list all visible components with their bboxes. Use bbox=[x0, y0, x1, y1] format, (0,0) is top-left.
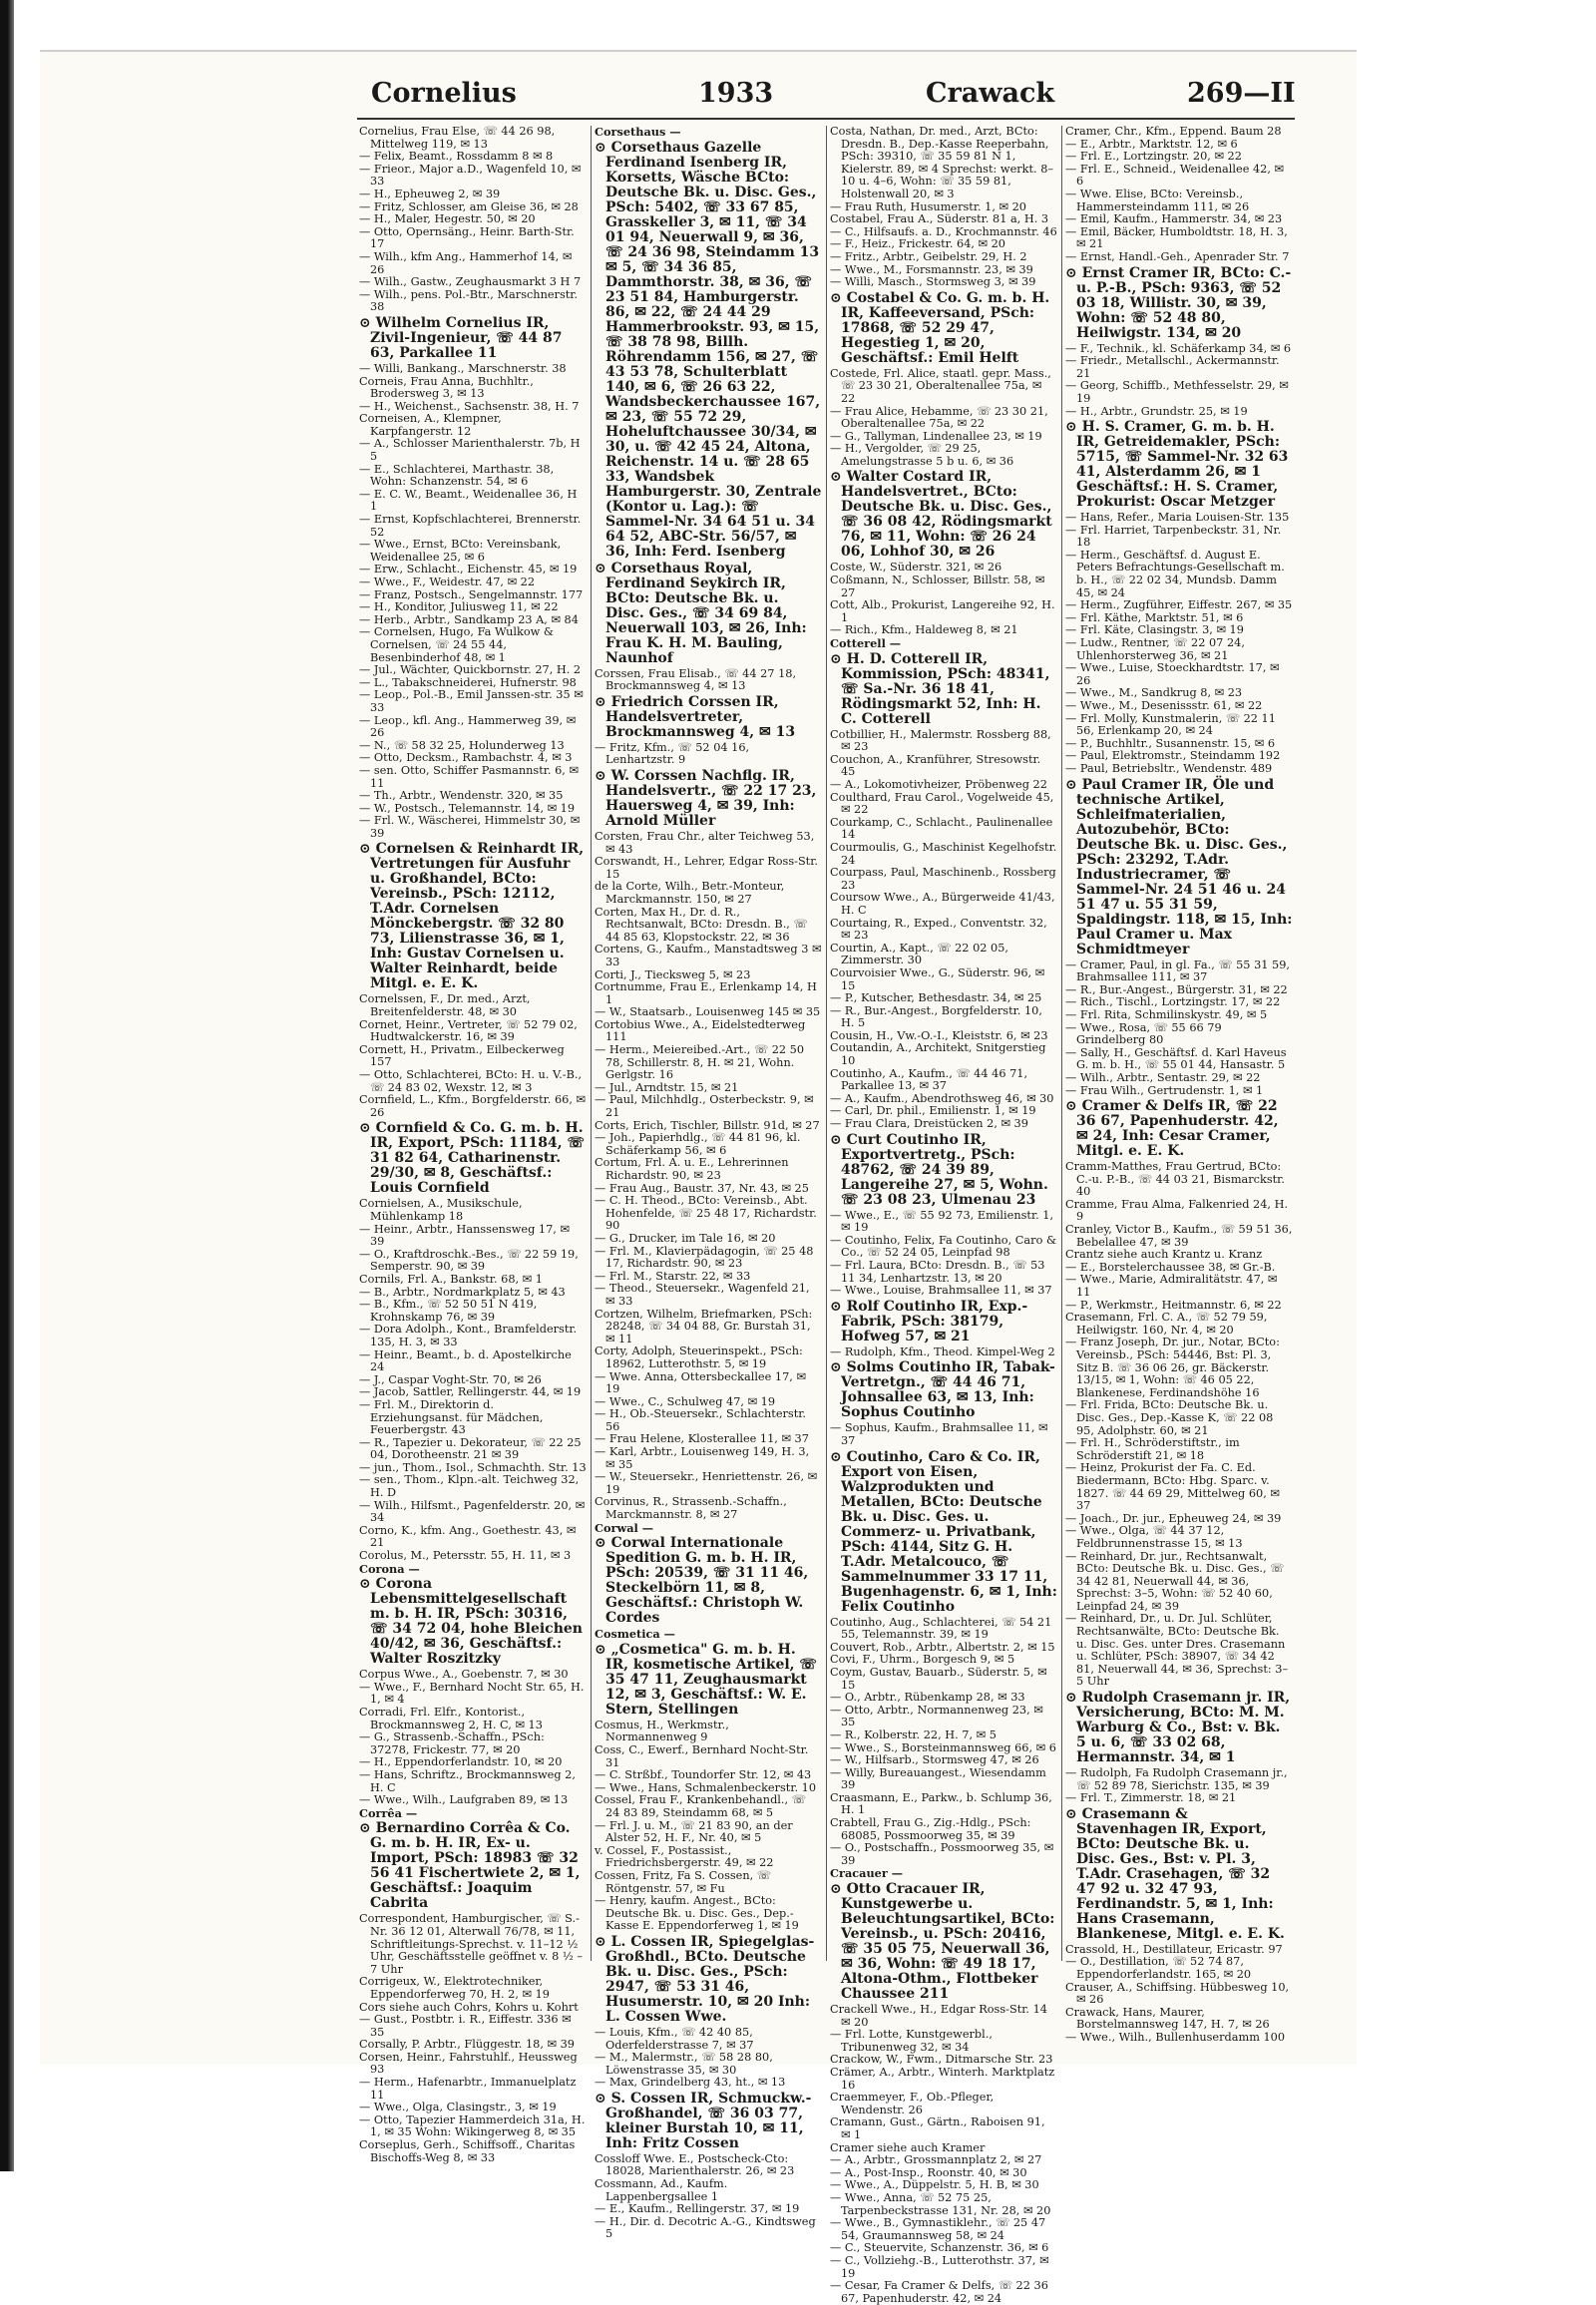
directory-entry: Corten, Max H., Dr. d. R., Rechtsanwalt, BCto: Dresdn. B., ☏ 44 85 63, Klopstockstr. 22, ✉ 36 bbox=[595, 905, 808, 944]
directory-entry: Cors siehe auch Cohrs, Kohrs u. Kohrt bbox=[359, 2000, 579, 2014]
directory-entry: — A., Post-Insp., Roonstr. 40, ✉ 30 bbox=[830, 2165, 1027, 2179]
directory-entry: — Franz, Postsch., Sengelmannstr. 177 bbox=[359, 587, 584, 601]
directory-entry: Cossloff Wwe. E., Postscheck-Cto: 18028, Marienthalerstr. 26, ✉ 23 bbox=[595, 2151, 795, 2178]
directory-entry: Courpass, Paul, Maschinenb., Rossberg 23 bbox=[830, 866, 1056, 892]
directory-entry: — Hans, Schriftz., Brockmannsweg 2, H. C bbox=[359, 1767, 576, 1794]
directory-entry: Cousin, H., Vw.-O.-I., Kleiststr. 6, ✉ 23 bbox=[830, 1028, 1048, 1042]
directory-entry: — Wwe., Luise, Stoeckhardtstr. 17, ✉ 26 bbox=[1065, 661, 1280, 687]
directory-entry: — Cornelsen, Hugo, Fa Wulkow & Cornelsen, ☏ 24 55 44, Besenbinderhof 48, ✉ 1 bbox=[359, 625, 554, 664]
directory-entry: — Herm., Zugführer, Eiffestr. 267, ✉ 35 bbox=[1065, 598, 1293, 612]
directory-entry: — A., Kaufm., Abendrothsweg 46, ✉ 30 bbox=[830, 1091, 1054, 1105]
directory-entry: Corvinus, R., Strassenb.-Schaffn., Marckmannstr. 8, ✉ 27 bbox=[595, 1495, 787, 1522]
directory-entry: — Joach., Dr. jur., Epheuweg 24, ✉ 39 bbox=[1065, 1511, 1282, 1525]
directory-entry: — P., Buchhltr., Susannenstr. 15, ✉ 6 bbox=[1065, 736, 1276, 750]
directory-entry: Cornils, Frl. A., Bankstr. 68, ✉ 1 bbox=[359, 1272, 543, 1286]
directory-entry: — Paul, Betriebsltr., Wendenstr. 489 bbox=[1065, 761, 1273, 775]
directory-entry: — R., Bur.-Angest., Bürgerstr. 31, ✉ 22 bbox=[1065, 982, 1288, 996]
firm-entry: ⊙ Rudolph Crasemann jr. IR, Versicherung, BCto: M. M. Warburg & Co., Bst: v. Bk. 5 u. 6, ☏ 33 02 68, Hermannstr. 34, ✉ 1 bbox=[1065, 1690, 1291, 1766]
directory-entry: — Wwe., Wilh., Laufgraben 89, ✉ 13 bbox=[359, 1793, 569, 1807]
directory-entry: — Friedr., Metallschl., Ackermannstr. 21 bbox=[1065, 354, 1280, 380]
firm-entry: ⊙ Walter Costard IR, Handelsvertret., BCto: Deutsche Bk. u. Disc. Ges., ☏ 36 08 42, Rödingsmarkt 76, ✉ 11, Wohn: ☏ 26 24 06, Lohhof 30, ✉ 26 bbox=[830, 469, 1052, 561]
directory-entry: — Paul, Milchhdlg., Osterbeckstr. 9, ✉ 21 bbox=[595, 1093, 814, 1120]
directory-entry: — W., Postsch., Telemannstr. 14, ✉ 19 bbox=[359, 801, 576, 815]
directory-entry: — H., Arbtr., Grundstr. 25, ✉ 19 bbox=[1065, 404, 1248, 418]
header-page-number: 269—II bbox=[1187, 78, 1296, 109]
directory-entry: — Wwe., Hans, Schmalenbeckerstr. 10 bbox=[595, 1780, 817, 1794]
directory-entry: Couchon, A., Kranführer, Stresowstr. 45 bbox=[830, 752, 1041, 779]
directory-entry: — P., Kutscher, Bethesdastr. 34, ✉ 25 bbox=[830, 991, 1042, 1005]
directory-entry: Cornielsen, A., Musikschule, Mühlenkamp 18 bbox=[359, 1197, 523, 1223]
directory-entry: — Rudolph, Fa Rudolph Crasemann jr., ☏ 52 89 78, Sierichstr. 135, ✉ 39 bbox=[1065, 1766, 1288, 1792]
directory-entry: — R., Bur.-Angest., Borgfelderstr. 10, H. 5 bbox=[830, 1003, 1042, 1030]
header-rule bbox=[357, 118, 1295, 120]
directory-entry: Couvert, Rob., Arbtr., Albertstr. 2, ✉ 15 bbox=[830, 1640, 1055, 1654]
directory-entry: — Otto, Tapezier Hammerdeich 31a, H. 1, ✉ 35 Wohn: Wikingerweg 8, ✉ 35 bbox=[359, 2113, 586, 2139]
directory-entry: — Willy, Bureauangest., Wiesendamm 39 bbox=[830, 1765, 1046, 1792]
firm-entry: ⊙ S. Cossen IR, Schmuckw.-Großhandel, ☏ 36 03 77, kleiner Burstah 10, ✉ 11, Inh: Fritz Cossen bbox=[595, 2090, 812, 2151]
directory-entry: — H., Ob.-Steuersekr., Schlachterstr. 56 bbox=[595, 1407, 807, 1433]
directory-entry: — Otto, Arbtr., Normannenweg 23, ✉ 35 bbox=[830, 1703, 1043, 1729]
directory-entry: — Frl. Käte, Clasingstr. 3, ✉ 19 bbox=[1065, 623, 1244, 637]
directory-entry: Cramer siehe auch Kramer bbox=[830, 2140, 986, 2154]
directory-entry: Corsten, Frau Chr., alter Teichweg 53, ✉ 43 bbox=[595, 829, 815, 856]
firm-entry: ⊙ Crasemann & Stavenhagen IR, Export, BCto: Deutsche Bk. u. Disc. Ges., Bst: v. Pl. 3, T.Adr. Crasehagen, ☏ 32 47 92 u. 32 47 93, Ferdinandstr. 5, ✉ 1, Inh: Hans Crasemann, Blankenese, Mitgl. e. E. K. bbox=[1065, 1805, 1285, 1942]
directory-entry: — H., Epheuweg 2, ✉ 39 bbox=[359, 187, 501, 200]
directory-entry: — Heinr., Beamt., b. d. Apostelkirche 24 bbox=[359, 1347, 572, 1374]
directory-entry: Crantz siehe auch Krantz u. Kranz bbox=[1065, 1248, 1263, 1262]
directory-entry: — Hans, Refer., Maria Louisen-Str. 135 bbox=[1065, 511, 1290, 525]
section-heading: Corona — bbox=[359, 1561, 420, 1576]
directory-entry: — Wwe., S., Borsteinmannsweg 66, ✉ 6 bbox=[830, 1740, 1056, 1754]
header-last-name: Crawack bbox=[926, 78, 1055, 109]
directory-entry: — Georg, Schiffb., Methfesselstr. 29, ✉ 19 bbox=[1065, 379, 1289, 405]
directory-entry: Cornett, H., Privatm., Eilbeckerweg 157 bbox=[359, 1042, 565, 1069]
directory-entry: — H., Vergolder, ☏ 29 25, Amelungstrasse 5 b u. 6, ✉ 36 bbox=[830, 442, 1014, 468]
directory-entry: — G., Strassenb.-Schaffn., PSch: 37278, Frickestr. 77, ✉ 20 bbox=[359, 1730, 545, 1756]
directory-entry: — Emil, Bäcker, Humboldtstr. 18, H. 3, ✉ 21 bbox=[1065, 224, 1288, 251]
firm-entry: ⊙ Curt Coutinho IR, Exportvertretg., PSch: 48762, ☏ 24 39 89, Langereihe 27, ✉ 5, Wohn. ☏ 23 08 23, Ulmenau 23 bbox=[830, 1131, 1048, 1208]
directory-entry: Corno, K., kfm. Ang., Goethestr. 43, ✉ 21 bbox=[359, 1523, 577, 1550]
directory-entry: — Wwe., M., Forsmannstr. 23, ✉ 39 bbox=[830, 262, 1033, 276]
directory-entry: — B., Kfm., ☏ 52 50 51 N 419, Krohnskamp 76, ✉ 39 bbox=[359, 1298, 538, 1324]
directory-entry: — H., Konditor, Juliusweg 11, ✉ 22 bbox=[359, 600, 559, 614]
firm-entry: ⊙ Cornelsen & Reinhardt IR, Vertretungen für Ausfuhr u. Großhandel, BCto: Vereinsb., PSch: 12112, T.Adr. Cornelsen Mönckebergstr. ☏ 32 80 73, Lilienstrasse 36, ✉ 1, Inh: Gustav Cornelsen u. Walter Reinhardt, beide Mitgl. e. E. K. bbox=[359, 841, 585, 992]
directory-entry: de la Corte, Wilh., Betr.-Monteur, Marckmannstr. 150, ✉ 27 bbox=[595, 880, 785, 906]
directory-entry: — Wilh., Arbtr., Sentastr. 29, ✉ 22 bbox=[1065, 1070, 1261, 1084]
directory-entry: — W., Staatsarb., Louisenweg 145 ✉ 35 bbox=[595, 1005, 821, 1019]
directory-entry: — Wwe., Rosa, ☏ 55 66 79 Grindelberg 80 bbox=[1065, 1020, 1222, 1047]
directory-entry: — H., Weichenst., Sachsenstr. 38, H. 7 bbox=[359, 399, 580, 413]
directory-entry: — Paul, Elektromstr., Steindamm 192 bbox=[1065, 749, 1281, 763]
directory-entry: — Frau Alice, Hebamme, ☏ 23 30 21, Oberaltenallee 75a, ✉ 22 bbox=[830, 404, 1048, 431]
directory-entry: — Frl. M., Klavierpädagogin, ☏ 25 48 17, Richardstr. 90, ✉ 23 bbox=[595, 1244, 814, 1271]
directory-entry: — C. H. Theod., BCto: Vereinsb., Abt. Hohenfelde, ☏ 25 48 17, Richardstr. 90 bbox=[595, 1194, 817, 1233]
directory-entry: — Herm., Meiereibed.-Art., ☏ 22 50 78, Schillerstr. 8, H. ✉ 21, Wohn. Gerlgstr. 16 bbox=[595, 1043, 805, 1082]
directory-entry: — B., Arbtr., Nordmarkplatz 5, ✉ 43 bbox=[359, 1285, 566, 1299]
directory-entry: — Henry, kaufm. Angest., BCto: Deutsche Bk. u. Disc. Ges., Dep.-Kasse E. Eppendorferweg 1, ✉ 19 bbox=[595, 1894, 799, 1933]
firm-entry: ⊙ Corsethaus Gazelle Ferdinand Isenberg IR, Korsetts, Wäsche BCto: Deutsche Bk. u. Disc. Ges., PSch: 5402, ☏ 33 67 85, Grasskeller 3, ✉ 11, ☏ 34 01 94, Neuerwall 9, ✉ 36, ☏ 24 36 98, Steindamm 13 ✉ 5, ☏ 34 36 85, Dammthorstr. 38, ✉ 36, ☏ 23 51 84, Hamburgerstr. 86, ✉ 22, ☏ 24 44 29 Hammerbrookstr. 93, ✉ 15, ☏ 38 78 98, Billh. Röhrendamm 156, ✉ 27, ☏ 43 53 78, Schulterblatt 140, ✉ 6, ☏ 26 63 22, Wandsbeckerchaussee 167, ✉ 23, ☏ 55 72 29, Hoheluftchaussee 30/34, ✉ 30, u. ☏ 42 45 24, Altona, Reichenstr. 14 u. ☏ 28 65 33, Wandsbek Hamburgerstr. 30, Zentrale (Kontor u. Lag.): ☏ Sammel-Nr. 34 64 51 u. 34 64 52, ABC-Str. 56/57, ✉ 36, Inh: Ferd. Isenberg bbox=[595, 139, 822, 560]
directory-entry: — C., Hilfsaufs. a. D., Krochmannstr. 46 bbox=[830, 224, 1057, 238]
directory-entry: — Joh., Papierhdlg., ☏ 44 81 96, kl. Schäferkamp 56, ✉ 6 bbox=[595, 1131, 801, 1157]
directory-entry: Cramann, Gust., Gärtn., Raboisen 91, ✉ 1 bbox=[830, 2115, 1045, 2141]
directory-entry: — Frl. Rita, Schmilinskystr. 49, ✉ 5 bbox=[1065, 1007, 1268, 1021]
directory-entry: — J., Caspar Voght-Str. 70, ✉ 26 bbox=[359, 1372, 542, 1386]
directory-entry: — Ernst, Handl.-Geh., Apenrader Str. 7 bbox=[1065, 249, 1290, 263]
directory-entry: — Wwe., Marie, Admiralitätstr. 47, ✉ 11 bbox=[1065, 1273, 1278, 1300]
directory-entry: — Otto, Decksm., Rambachstr. 4, ✉ 3 bbox=[359, 751, 573, 765]
scan-edge bbox=[0, 0, 14, 2171]
directory-entry: Costede, Frl. Alice, staatl. gepr. Mass., ☏ 23 30 21, Oberaltenallee 75a, ✉ 22 bbox=[830, 366, 1051, 405]
column-4 bbox=[1065, 125, 1293, 2044]
directory-entry: — Wilh., kfm Ang., Hammerhof 14, ✉ 26 bbox=[359, 249, 573, 276]
directory-entry: Cossen, Fritz, Fa S. Cossen, ☏ Röntgenstr. 57, ✉ Fu bbox=[595, 1868, 771, 1895]
directory-entry: Cortum, Frl. A. u. E., Lehrerinnen Richardstr. 90, ✉ 23 bbox=[595, 1156, 789, 1182]
directory-entry: Corssen, Frau Elisab., ☏ 44 27 18, Brockmannsweg 4, ✉ 13 bbox=[595, 666, 797, 693]
firm-entry: ⊙ Cornfield & Co. G. m. b. H. IR, Export, PSch: 11184, ☏ 31 82 64, Catharinenstr. 29/30, ✉ 8, Geschäftsf.: Louis Cornfield bbox=[359, 1120, 586, 1197]
directory-entry: — Frl. E., Lortzingstr. 20, ✉ 22 bbox=[1065, 150, 1242, 164]
directory-entry: — R., Tapezier u. Dekorateur, ☏ 22 25 04, Dorotheenstr. 21 ✉ 39 bbox=[359, 1435, 582, 1462]
directory-entry: — Frl. H., Schröderstiftstr., im Schröderstift 21, ✉ 18 bbox=[1065, 1436, 1240, 1462]
directory-entry: — Willi, Bankang., Marschnerstr. 38 bbox=[359, 361, 567, 375]
directory-entry: Courmoulis, G., Maschinist Kegelhofstr. 24 bbox=[830, 840, 1057, 867]
directory-entry: — Wwe., Olga, ☏ 44 37 12, Feldbrunnenstrasse 15, ✉ 13 bbox=[1065, 1524, 1243, 1550]
directory-entry: Cornfield, L., Kfm., Borgfelderstr. 66, ✉ 26 bbox=[359, 1093, 586, 1119]
directory-entry: Corsen, Heinr., Fahrstuhlf., Heussweg 93 bbox=[359, 2050, 578, 2077]
firm-entry: ⊙ W. Corssen Nachflg. IR, Handelsvertr., ☏ 22 17 23, Hauersweg 4, ✉ 39, Inh: Arnold Müller bbox=[595, 767, 817, 829]
directory-entry: — C., Steuervite, Schanzenstr. 36, ✉ 6 bbox=[830, 2241, 1049, 2255]
directory-entry: — Wwe., Anna, ☏ 52 75 25, Tarpenbeckstrasse 131, Nr. 28, ✉ 20 bbox=[830, 2190, 1051, 2217]
directory-entry: — Louis, Kfm., ☏ 42 40 85, Oderfelderstrasse 7, ✉ 37 bbox=[595, 2025, 754, 2052]
directory-entry: — Reinhard, Dr. jur., Rechtsanwalt, BCto: Deutsche Bk. u. Disc. Ges., ☏ 34 42 81, Neuerwall 44, ✉ 36, Sprechst: 3–5, Wohn: ☏ 52 40 60, Leinpfad 24, ✉ 39 bbox=[1065, 1549, 1285, 1613]
directory-entry: — Theod., Steuersekr., Wagenfeld 21, ✉ 33 bbox=[595, 1282, 810, 1308]
directory-entry: — Leop., Pol.-B., Emil Janssen-str. 35 ✉ 33 bbox=[359, 688, 584, 714]
directory-entry: — Otto, Schlachterei, BCto: H. u. V.-B., ☏ 24 83 02, Wexstr. 12, ✉ 3 bbox=[359, 1068, 583, 1094]
directory-entry: — Wwe., Olga, Clasingstr., 3, ✉ 19 bbox=[359, 2101, 557, 2114]
section-heading: Corrêa — bbox=[359, 1805, 418, 1820]
directory-entry: Costa, Nathan, Dr. med., Arzt, BCto: Dresdn. B., Dep.-Kasse Reeperbahn, PSch: 39310, ☏ 35 59 81 N 1, Kielerstr. 89, ✉ 4 Sprechst: werkt. 8–10 u. 4–6, Wohn: ☏ 35 59 81, Holstenwall 20, ✉ 3 bbox=[830, 125, 1054, 200]
directory-entry: Cossmann, Ad., Kaufm. Lappenbergsallee 1 bbox=[595, 2177, 728, 2203]
directory-entry: — Wwe., M., Sandkrug 8, ✉ 23 bbox=[1065, 686, 1243, 700]
directory-entry: — E., Schlachterei, Marthastr. 38, Wohn: Schanzenstr. 54, ✉ 6 bbox=[359, 462, 555, 489]
firm-entry: ⊙ H. S. Cramer, G. m. b. H. IR, Getreidemakler, PSch: 5715, ☏ Sammel-Nr. 32 63 41, Alsterdamm 26, ✉ 1 Geschäftsf.: H. S. Cramer, Prokurist: Oscar Metzger bbox=[1065, 419, 1289, 511]
directory-entry: — H., Eppendorferlandstr. 10, ✉ 20 bbox=[359, 1755, 563, 1769]
directory-entry: Cramm-Matthes, Frau Gertrud, BCto: C.-u. P.-B., ☏ 44 03 21, Bismarckstr. 40 bbox=[1065, 1160, 1285, 1199]
directory-entry: — H., Maler, Hegestr. 50, ✉ 20 bbox=[359, 212, 536, 226]
directory-entry: — O., Postschaffn., Possmoorweg 35, ✉ 39 bbox=[830, 1841, 1054, 1867]
directory-entry: — Herm., Geschäftsf. d. August E. Peters Befrachtungs-Gesellschaft m. b. H., ☏ 22 02 34, Mundsb. Damm 45, ✉ 24 bbox=[1065, 548, 1285, 599]
directory-entry: Correspondent, Hamburgischer, ☏ S.-Nr. 36 12 01, Alterwall 76/78, ✉ 11, Schriftleitungs-Sprechst. v. 11–12 ½ Uhr, Geschäftsstelle geöffnet v. 8 ½ – 7 Uhr bbox=[359, 1912, 584, 1976]
directory-entry: Crackow, W., Fwm., Ditmarsche Str. 23 bbox=[830, 2053, 1053, 2067]
directory-entry: Corrigeux, W., Elektrotechniker, Eppendorferweg 70, H. 2, ✉ 19 bbox=[359, 1975, 550, 2001]
directory-entry: — Frl. Harriet, Tarpenbeckstr. 31, Nr. 18 bbox=[1065, 523, 1282, 550]
directory-entry: Courvoisier Wwe., G., Süderstr. 96, ✉ 15 bbox=[830, 965, 1045, 992]
directory-entry: Coutinho, A., Kaufm., ☏ 44 46 71, Parkallee 13, ✉ 37 bbox=[830, 1066, 1028, 1093]
directory-entry: — N., ☏ 58 32 25, Holunderweg 13 bbox=[359, 738, 565, 752]
directory-entry: Courtaing, R., Exped., Conventstr. 32, ✉ 23 bbox=[830, 916, 1047, 943]
directory-entry: — Herb., Arbtr., Sandkamp 23 A, ✉ 84 bbox=[359, 612, 579, 626]
firm-entry: ⊙ H. D. Cotterell IR, Kommission, PSch: 48341, ☏ Sa.-Nr. 36 18 41, Rödingsmarkt 52, Inh: H. C. Cotterell bbox=[830, 650, 1050, 727]
firm-entry: ⊙ L. Cossen IR, Spiegelglas-Großhdl., BCto. Deutsche Bk. u. Disc. Ges., PSch: 2947, ☏ 53 31 46, Husumerstr. 10, ✉ 20 Inh: L. Cossen Wwe. bbox=[595, 1933, 815, 2025]
directory-entry: — Frl. Laura, BCto: Dresdn. B., ☏ 53 11 34, Lenhartzstr. 13, ✉ 20 bbox=[830, 1259, 1045, 1285]
directory-entry: — Wwe., E., ☏ 55 92 73, Emilienstr. 1, ✉ 19 bbox=[830, 1208, 1054, 1235]
directory-entry: Coßmann, N., Schlosser, Billstr. 58, ✉ 27 bbox=[830, 574, 1045, 599]
directory-entry: — Rich., Kfm., Haldeweg 8, ✉ 21 bbox=[830, 623, 1018, 637]
section-heading: Corwal — bbox=[595, 1520, 654, 1535]
directory-entry: Corti, J., Tiecksweg 5, ✉ 23 bbox=[595, 967, 751, 981]
directory-entry: Coutandin, A., Architekt, Snitgerstieg 10 bbox=[830, 1041, 1046, 1068]
column-3 bbox=[830, 125, 1057, 2305]
directory-entry: — Jul., Arndtstr. 15, ✉ 21 bbox=[595, 1080, 739, 1094]
directory-entry: — E., Borstelerchaussee 38, ✉ Gr.-B. bbox=[1065, 1260, 1276, 1274]
firm-entry: ⊙ Corsethaus Royal, Ferdinand Seykirch IR, BCto: Deutsche Bk. u. Disc. Ges., ☏ 34 69 84, Neuerwall 103, ✉ 26, Inh: Frau K. H. M. Bauling, Naunhof bbox=[595, 560, 807, 666]
directory-columns bbox=[359, 125, 1297, 2305]
directory-entry: — Heinz, Prokurist der Fa. C. Ed. Biedermann, BCto: Hbg. Sparc. v. 1827. ☏ 44 69 29, Mittelweg 60, ✉ 37 bbox=[1065, 1461, 1280, 1513]
directory-entry: — Fritz., Arbtr., Geibelstr. 29, H. 2 bbox=[830, 249, 1027, 263]
section-heading: Cracauer — bbox=[830, 1866, 904, 1881]
directory-entry: — Frau Ruth, Husumerstr. 1, ✉ 20 bbox=[830, 199, 1026, 213]
directory-entry: Cortnumme, Frau E., Erlenkamp 14, H 1 bbox=[595, 980, 817, 1006]
column-1 bbox=[359, 125, 587, 2164]
directory-entry: — Rudolph, Kfm., Theod. Kimpel-Weg 2 bbox=[830, 1345, 1055, 1358]
directory-entry: — Frieor., Major a.D., Wagenfeld 10, ✉ 33 bbox=[359, 162, 582, 189]
directory-entry: Cossel, Frau F., Krankenbehandl., ☏ 24 83 89, Steindamm 68, ✉ 5 bbox=[595, 1793, 806, 1819]
directory-entry: — sen. Otto, Schiffer Pasmannstr. 6, ✉ 11 bbox=[359, 763, 579, 790]
directory-entry: — O., Arbtr., Rübenkamp 28, ✉ 33 bbox=[830, 1691, 1025, 1705]
directory-entry: Coulthard, Frau Carol., Vogelweide 45, ✉ 22 bbox=[830, 790, 1054, 817]
directory-entry: Crämer, A., Arbtr., Winterh. Marktplatz 16 bbox=[830, 2066, 1055, 2092]
directory-entry: — Dora Adolph., Kont., Bramfelderstr. 135, H. 3, ✉ 33 bbox=[359, 1323, 578, 1348]
directory-entry: — Leop., kfl. Ang., Hammerweg 39, ✉ 26 bbox=[359, 713, 577, 740]
directory-entry: v. Cossel, F., Postassist., Friedrichsbergerstr. 49, ✉ 22 bbox=[595, 1843, 774, 1870]
directory-entry: — W., Steuersekr., Henriettenstr. 26, ✉ 19 bbox=[595, 1470, 818, 1496]
directory-entry: — Frl. Molly, Kunstmalerin, ☏ 22 11 56, Erlenkamp 20, ✉ 24 bbox=[1065, 711, 1276, 738]
directory-entry: Cornet, Heinr., Vertreter, ☏ 52 79 02, Hudtwalckerstr. 16, ✉ 39 bbox=[359, 1017, 578, 1044]
directory-entry: — C. Strßbf., Toundorfer Str. 12, ✉ 43 bbox=[595, 1768, 812, 1782]
directory-entry: — Jul., Wächter, Quickbornstr. 27, H. 2 bbox=[359, 663, 582, 677]
directory-entry: Corty, Adolph, Steuerinspekt., PSch: 18962, Lutterothstr. 5, ✉ 19 bbox=[595, 1345, 803, 1370]
directory-entry: Crawack, Hans, Maurer, Borstelmannsweg 147, H. 7, ✉ 26 bbox=[1065, 2005, 1270, 2032]
directory-entry: Cramer, Chr., Kfm., Eppend. Baum 28 bbox=[1065, 125, 1282, 138]
directory-entry: — H., Dir. d. Decotric A.-G., Kindtsweg 5 bbox=[595, 2214, 816, 2241]
directory-entry: — sen., Thom., Klpn.-alt. Teichweg 32, H. D bbox=[359, 1473, 580, 1500]
page-header bbox=[329, 78, 1307, 118]
column-divider bbox=[591, 126, 592, 1961]
directory-entry: — Rich., Tischl., Lortzingstr. 17, ✉ 22 bbox=[1065, 995, 1281, 1009]
firm-entry: ⊙ „Cosmetica" G. m. b. H. IR, kosmetische Artikel, ☏ 35 47 11, Zeughausmarkt 12, ✉ 3, Geschäftsf.: W. E. Stern, Stellingen bbox=[595, 1641, 817, 1718]
directory-entry: — Herm., Hafenarbtr., Immanuelplatz 11 bbox=[359, 2076, 577, 2102]
firm-entry: ⊙ Corwal Internationale Spedition G. m. b. H. IR, PSch: 20539, ☏ 31 11 46, Steckelbörn 11, ✉ 8, Geschäftsf.: Christoph W. Cordes bbox=[595, 1535, 809, 1627]
directory-entry: — Frl. W., Wäscherei, Himmelstr 30, ✉ 39 bbox=[359, 814, 581, 840]
directory-entry: — Willi, Masch., Stormsweg 3, ✉ 39 bbox=[830, 275, 1036, 289]
directory-entry: — Max, Grindelberg 43, ht., ✉ 13 bbox=[595, 2076, 786, 2090]
directory-entry: — Frl. J. u. M., ☏ 21 83 90, an der Alster 52, H. F., Nr. 40, ✉ 5 bbox=[595, 1818, 793, 1845]
directory-entry: Cortens, G., Kaufm., Manstadtsweg 3 ✉ 33 bbox=[595, 943, 822, 968]
directory-entry: — Frau Helene, Klosterallee 11, ✉ 37 bbox=[595, 1432, 809, 1446]
directory-entry: — Wwe., F., Bernhard Nocht Str. 65, H. 1, ✉ 4 bbox=[359, 1680, 585, 1707]
directory-entry: Cortzen, Wilhelm, Briefmarken, PSch: 28248, ☏ 34 04 88, Gr. Burstah 31, ✉ 11 bbox=[595, 1307, 813, 1345]
firm-entry: ⊙ Otto Cracauer IR, Kunstgewerbe u. Beleuchtungsartikel, BCto: Vereinsb., u. PSch: 20416, ☏ 35 05 75, Neuerwall 36, ✉ 36, Wohn: ☏ 49 18 17, Altona-Othm., Flottbeker Chaussee 211 bbox=[830, 1881, 1055, 2003]
directory-entry: — W., Hilfsarb., Stormsweg 47, ✉ 26 bbox=[830, 1753, 1039, 1767]
directory-entry: Corneisen, A., Klempner, Karpfangerstr. 12 bbox=[359, 412, 502, 438]
directory-entry: Cott, Alb., Prokurist, Langereihe 92, H. 1 bbox=[830, 598, 1055, 624]
directory-entry: — Wwe., C., Schulweg 47, ✉ 19 bbox=[595, 1394, 776, 1408]
directory-entry: — Frau Wilh., Gertrudenstr. 1, ✉ 1 bbox=[1065, 1083, 1264, 1097]
directory-entry: — Wwe., B., Gymnastiklehr., ☏ 25 47 54, Graumannsweg 58, ✉ 24 bbox=[830, 2216, 1046, 2242]
directory-entry: Crauser, A., Schiffsing. Hübbesweg 10, ✉ 26 bbox=[1065, 1980, 1290, 2007]
directory-entry: — Frau Aug., Baustr. 37, Nr. 43, ✉ 25 bbox=[595, 1181, 809, 1195]
firm-entry: ⊙ Solms Coutinho IR, Tabak-Vertretgn., ☏ 44 46 71, Johnsallee 63, ✉ 13, Inh: Sophus Coutinho bbox=[830, 1359, 1055, 1421]
directory-entry: — Karl, Arbtr., Louisenweg 149, H. 3, ✉ 35 bbox=[595, 1445, 810, 1471]
directory-entry: — C., Vollziehg.-B., Lutterothstr. 37, ✉ 19 bbox=[830, 2253, 1049, 2280]
directory-entry: — E. C. W., Beamt., Weidenallee 36, H 1 bbox=[359, 487, 578, 514]
directory-entry: — M., Malermstr., ☏ 58 28 80, Löwenstrasse 35, ✉ 30 bbox=[595, 2051, 773, 2077]
directory-entry: — O., Destillation, ☏ 52 74 87, Eppendorferlandstr. 165, ✉ 20 bbox=[1065, 1955, 1252, 1981]
header-year: 1933 bbox=[698, 78, 774, 109]
directory-entry: — Ludw., Rentner, ☏ 22 07 24, Uhlenhorsterweg 36, ✉ 21 bbox=[1065, 636, 1245, 662]
section-heading: Corsethaus — bbox=[595, 125, 681, 139]
directory-entry: — A., Arbtr., Grossmannplatz 2, ✉ 27 bbox=[830, 2153, 1042, 2167]
directory-entry: — Ernst, Kopfschlachterei, Brennerstr. 52 bbox=[359, 513, 582, 539]
directory-entry: Courtin, A., Kapt., ☏ 22 02 05, Zimmerstr. 30 bbox=[830, 941, 1008, 967]
directory-entry: — A., Schlosser Marienthalerstr. 7b, H 5 bbox=[359, 437, 581, 464]
firm-entry: ⊙ Bernardino Corrêa & Co. G. m. b. H. IR, Ex- u. Import, PSch: 18983 ☏ 32 56 41 Fischertwiete 2, ✉ 1, Geschäftsf.: Joaquim Cabrita bbox=[359, 1820, 581, 1912]
directory-entry: — Fritz, Kfm., ☏ 52 04 16, Lenhartzstr. 9 bbox=[595, 740, 750, 767]
directory-entry: — Wwe., A., Düppelstr. 5, H. B, ✉ 30 bbox=[830, 2178, 1039, 2192]
directory-entry: — Frl. Käthe, Marktstr. 51, ✉ 6 bbox=[1065, 610, 1244, 624]
directory-entry: Coursow Wwe., A., Bürgerweide 41/43, H. C bbox=[830, 891, 1055, 917]
directory-entry: — Wwe., Louise, Brahmsallee 11, ✉ 37 bbox=[830, 1284, 1052, 1298]
directory-entry: Craasmann, E., Parkw., b. Schlump 36, H. 1 bbox=[830, 1790, 1052, 1817]
directory-entry: — P., Werkmstr., Heitmannstr. 6, ✉ 22 bbox=[1065, 1298, 1282, 1312]
directory-entry: — R., Kolberstr. 22, H. 7, ✉ 5 bbox=[830, 1728, 997, 1741]
directory-entry: Corseplus, Gerh., Schiffsoff., Charitas Bischoffs-Weg 8, ✉ 33 bbox=[359, 2138, 576, 2164]
section-heading: Cosmetica — bbox=[595, 1627, 675, 1642]
header-first-name: Cornelius bbox=[371, 78, 517, 109]
directory-entry: — Wwe. Elise, BCto: Vereinsb., Hammersteindamm 111, ✉ 26 bbox=[1065, 187, 1250, 213]
directory-entry: Courkamp, C., Schlacht., Paulinenallee 14 bbox=[830, 815, 1053, 842]
section-heading: Cotterell — bbox=[830, 636, 902, 651]
directory-entry: Cornelssen, F., Dr. med., Arzt, Breitenfelderstr. 48, ✉ 30 bbox=[359, 992, 531, 1019]
directory-entry: Cotbillier, H., Malermstr. Rossberg 88, ✉ 23 bbox=[830, 727, 1051, 754]
directory-entry: Crasemann, Frl. C. A., ☏ 52 79 59, Heilwigstr. 160, Nr. 4, ✉ 20 bbox=[1065, 1311, 1268, 1337]
directory-entry: — Coutinho, Felix, Fa Coutinho, Caro & Co., ☏ 52 24 05, Leinpfad 98 bbox=[830, 1233, 1057, 1260]
directory-entry: — O., Kraftdroschk.-Bes., ☏ 22 59 19, Semperstr. 90, ✉ 39 bbox=[359, 1247, 579, 1274]
directory-entry: Cosmus, H., Werkmstr., Normannenweg 9 bbox=[595, 1718, 729, 1744]
directory-entry: Corswandt, H., Lehrer, Edgar Ross-Str. 15 bbox=[595, 855, 818, 881]
directory-entry: — Frl. Frida, BCto: Deutsche Bk. u. Disc. Ges., Dep.-Kasse K, ☏ 22 08 95, Adolphstr. 60, ✉ 21 bbox=[1065, 1398, 1274, 1437]
firm-entry: ⊙ Corona Lebensmittelgesellschaft m. b. H. IR, PSch: 30316, ☏ 34 72 04, hohe Bleichen 40/42, ✉ 36, Geschäftsf.: Walter Roszitzky bbox=[359, 1576, 583, 1668]
firm-entry: ⊙ Friedrich Corssen IR, Handelsvertreter, Brockmannsweg 4, ✉ 13 bbox=[595, 693, 796, 740]
directory-entry: Coste, W., Süderstr. 321, ✉ 26 bbox=[830, 561, 1002, 575]
firm-entry: ⊙ Ernst Cramer IR, BCto: C.-u. P.-B., PSch: 9363, ☏ 52 03 18, Willistr. 30, ✉ 39, Wohn: ☏ 52 48 80, Heilwigstr. 134, ✉ 20 bbox=[1065, 264, 1292, 341]
firm-entry: ⊙ Costabel & Co. G. m. b. H. IR, Kaffeeversand, PSch: 17868, ☏ 52 29 47, Hegestieg 1, ✉ 20, Geschäftsf.: Emil Helft bbox=[830, 289, 1050, 366]
directory-entry: — G., Drucker, im Tale 16, ✉ 20 bbox=[595, 1231, 776, 1245]
directory-entry: — Otto, Opernsäng., Heinr. Barth-Str. 17 bbox=[359, 224, 575, 251]
directory-entry: — Frl. Lotte, Kunstgewerbl., Tribunenweg 32, ✉ 34 bbox=[830, 2028, 993, 2054]
directory-entry: — Frl. E., Schneid., Weidenallee 42, ✉ 6 bbox=[1065, 162, 1284, 189]
directory-entry: — Wwe., Wilh., Bullenhuserdamm 100 bbox=[1065, 2030, 1286, 2044]
directory-entry: — Wwe., F., Weidestr. 47, ✉ 22 bbox=[359, 576, 536, 588]
directory-entry: — Gust., Postbtr. i. R., Eiffestr. 336 ✉ 35 bbox=[359, 2013, 572, 2039]
directory-entry: — Reinhard, Dr., u. Dr. Jul. Schlüter, Rechtsanwälte, BCto: Deutsche Bk. u. Disc. Ges. unter Dres. Crasemann u. Schlüter, PSch: 38907, ☏ 34 42 81, Neuerwall 44, ✉ 36, Sprechst: 3–5 Uhr bbox=[1065, 1612, 1289, 1689]
firm-entry: ⊙ Coutinho, Caro & Co. IR, Export von Eisen, Walzprodukten und Metallen, BCto: Deutsche Bk. u. Disc. Ges. u. Commerz- u. Privatbank, PSch: 4144, Sitz G. H. T.Adr. Metalcouco, ☏ Sammelnummer 33 17 11, Bugenhagenstr. 6, ✉ 1, Inh: Felix Coutinho bbox=[830, 1448, 1057, 1615]
directory-entry: Cramme, Frau Alma, Falkenried 24, H. 9 bbox=[1065, 1197, 1289, 1224]
directory-entry: Corpus Wwe., A., Goebenstr. 7, ✉ 30 bbox=[359, 1668, 569, 1682]
directory-entry: Coym, Gustav, Bauarb., Süderstr. 5, ✉ 15 bbox=[830, 1665, 1047, 1692]
directory-entry: — Frl. M., Direktorin d. Erziehungsanst. für Mädchen, Feuerbergstr. 43 bbox=[359, 1397, 544, 1437]
directory-entry: Crackell Wwe., H., Edgar Ross-Str. 14 ✉ 20 bbox=[830, 2003, 1047, 2029]
directory-entry: Crassold, H., Destillateur, Ericastr. 97 bbox=[1065, 1942, 1283, 1956]
directory-entry: Cornelius, Frau Else, ☏ 44 26 98, Mittelweg 119, ✉ 13 bbox=[359, 125, 556, 151]
directory-entry: — F., Technik., kl. Schäferkamp 34, ✉ 6 bbox=[1065, 341, 1292, 355]
directory-entry: — Sally, H., Geschäftsf. d. Karl Haveus G. m. b. H., ☏ 55 01 44, Hansastr. 5 bbox=[1065, 1045, 1287, 1072]
directory-entry: Cranley, Victor B., Kaufm., ☏ 59 51 36, Bebelallee 47, ✉ 39 bbox=[1065, 1223, 1293, 1249]
column-2 bbox=[595, 125, 822, 2241]
directory-entry: Crabtell, Frau G., Zig.-Hdlg., PSch: 68085, Possmoorweg 35, ✉ 39 bbox=[830, 1816, 1031, 1842]
directory-entry: — F., Heiz., Frickestr. 64, ✉ 20 bbox=[830, 237, 1005, 251]
directory-entry: Coss, C., Ewerf., Bernhard Nocht-Str. 31 bbox=[595, 1743, 809, 1769]
directory-entry: — Wilh., Hilfsmt., Pagenfelderstr. 20, ✉ 34 bbox=[359, 1498, 586, 1525]
directory-entry: Cortobius Wwe., A., Eidelstedterweg 111 bbox=[595, 1017, 806, 1044]
directory-entry: — E., Arbtr., Marktstr. 12, ✉ 6 bbox=[1065, 137, 1238, 151]
directory-entry: — Jacob, Sattler, Rellingerstr. 44, ✉ 19 bbox=[359, 1385, 582, 1399]
directory-entry: — Frl. M., Starstr. 22, ✉ 33 bbox=[595, 1269, 751, 1283]
firm-entry: ⊙ Rolf Coutinho IR, Exp.-Fabrik, PSch: 38179, Hofweg 57, ✉ 21 bbox=[830, 1298, 1028, 1345]
directory-entry: — Cramer, Paul, in gl. Fa., ☏ 55 31 59, Brahmsallee 111, ✉ 37 bbox=[1065, 958, 1291, 984]
directory-entry: Coutinho, Aug., Schlachterei, ☏ 54 21 55, Telemannstr. 39, ✉ 19 bbox=[830, 1615, 1052, 1642]
firm-entry: ⊙ Cramer & Delfs IR, ☏ 22 36 67, Papenhuderstr. 42, ✉ 24, Inh: Cesar Cramer, Mitgl. e. E. K. bbox=[1065, 1098, 1279, 1160]
directory-entry: Corsally, P. Arbtr., Flüggestr. 18, ✉ 39 bbox=[359, 2038, 575, 2052]
directory-entry: — Frau Clara, Dreistücken 2, ✉ 39 bbox=[830, 1117, 1028, 1131]
directory-entry: — A., Lokomotivheizer, Pröbenweg 22 bbox=[830, 778, 1047, 791]
directory-entry: Covi, F., Uhrm., Borgesch 9, ✉ 5 bbox=[830, 1653, 1015, 1667]
directory-entry: Corradi, Frl. Elfr., Kontorist., Brockmannsweg 2, H. C, ✉ 13 bbox=[359, 1706, 543, 1731]
directory-entry: — Wilh., Gastw., Zeughausmarkt 3 H 7 bbox=[359, 275, 582, 289]
directory-entry: — Emil, Kaufm., Hammerstr. 34, ✉ 23 bbox=[1065, 212, 1283, 226]
directory-entry: — Wwe., M., Desenissstr. 61, ✉ 22 bbox=[1065, 699, 1263, 712]
directory-entry: — Fritz, Schlosser, am Gleise 36, ✉ 28 bbox=[359, 199, 579, 213]
directory-entry: — Felix, Beamt., Rossdamm 8 ✉ 8 bbox=[359, 150, 554, 164]
directory-entry: — E., Kaufm., Rellingerstr. 37, ✉ 19 bbox=[595, 2202, 800, 2216]
column-divider bbox=[826, 126, 827, 1961]
directory-entry: Corolus, M., Petersstr. 55, H. 11, ✉ 3 bbox=[359, 1549, 572, 1563]
directory-entry: Corts, Erich, Tischler, Billstr. 91d, ✉ 27 bbox=[595, 1118, 820, 1132]
directory-entry: — Frl. T., Zimmerstr. 18, ✉ 21 bbox=[1065, 1791, 1237, 1805]
directory-entry: — L., Tabakschneiderei, Hufnerstr. 98 bbox=[359, 675, 577, 689]
directory-entry: — G., Tallyman, Lindenallee 23, ✉ 19 bbox=[830, 429, 1042, 443]
directory-entry: — Cesar, Fa Cramer & Delfs, ☏ 22 36 67, Papenhuderstr. 42, ✉ 24 bbox=[830, 2279, 1048, 2305]
column-divider bbox=[1061, 126, 1062, 1961]
directory-entry: — Heinr., Arbtr., Hanssensweg 17, ✉ 39 bbox=[359, 1222, 570, 1249]
directory-entry: — Wwe., Ernst, BCto: Vereinsbank, Weidenallee 25, ✉ 6 bbox=[359, 538, 562, 564]
directory-entry: — Sophus, Kaufm., Brahmsallee 11, ✉ 37 bbox=[830, 1421, 1048, 1447]
directory-entry: — Wwe. Anna, Ottersbeckallee 17, ✉ 19 bbox=[595, 1369, 806, 1396]
directory-entry: Costabel, Frau A., Süderstr. 81 a, H. 3 bbox=[830, 212, 1049, 226]
sheet-top-edge bbox=[40, 50, 1357, 52]
firm-entry: ⊙ Paul Cramer IR, Öle und technische Artikel, Schleifmaterialien, Autozubehör, BCto: Deutsche Bk. u. Disc. Ges., PSch: 23292, T.Adr. Industriecramer, ☏ Sammel-Nr. 24 51 46 u. 24 51 47 u. 55 31 59, Spaldingstr. 118, ✉ 15, Inh: Paul Cramer u. Max Schmidtmeyer bbox=[1065, 776, 1293, 958]
directory-entry: — Franz Joseph, Dr. jur., Notar, BCto: Vereinsb., PSch: 54446, Bst: Pl. 3, Sitz B. ☏ 36 06 26, gr. Bäckerstr. 13/15, ✉ 1, Wohn: ☏ 46 05 22, Blankenese, Ferdinandshöhe 16 bbox=[1065, 1336, 1280, 1399]
directory-entry: — Carl, Dr. phil., Emilienstr. 1, ✉ 19 bbox=[830, 1104, 1036, 1118]
directory-entry: — Wilh., pens. Pol.-Btr., Marschnerstr. 38 bbox=[359, 287, 579, 314]
directory-entry: Craemmeyer, F., Ob.-Pfleger, Wendenstr. 26 bbox=[830, 2091, 995, 2116]
firm-entry: ⊙ Wilhelm Cornelius IR, Zivil-Ingenieur, ☏ 44 87 63, Parkallee 11 bbox=[359, 314, 563, 361]
directory-entry: Corneis, Frau Anna, Buchhltr., Brodersweg 3, ✉ 13 bbox=[359, 374, 534, 401]
directory-entry: — jun., Thom., Isol., Schmachth. Str. 13 bbox=[359, 1460, 587, 1474]
directory-entry: — Erw., Schlacht., Eichenstr. 45, ✉ 19 bbox=[359, 563, 578, 576]
directory-entry: — Th., Arbtr., Wendenstr. 320, ✉ 35 bbox=[359, 789, 564, 803]
